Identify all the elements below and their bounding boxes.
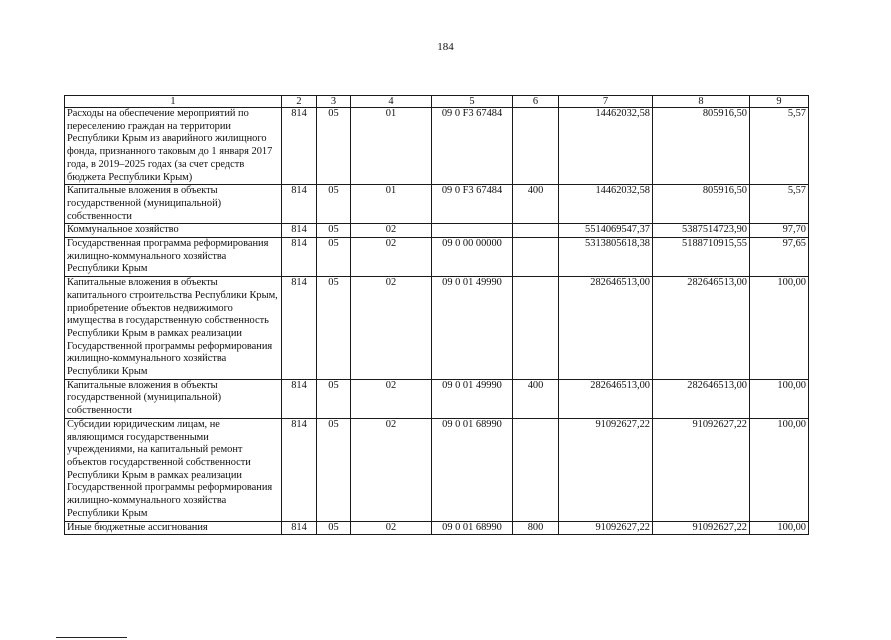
target-article-cell: 09 0 F3 67484 xyxy=(432,108,513,185)
table-row xyxy=(65,418,809,521)
ministry-code-cell: 814 xyxy=(282,224,317,238)
target-article-cell: 09 0 01 49990 xyxy=(432,277,513,380)
ministry-code-cell: 814 xyxy=(282,277,317,380)
executed-amount-cell: 91092627,22 xyxy=(653,418,750,521)
column-header: 9 xyxy=(750,96,809,108)
footnote-separator-line xyxy=(56,637,127,638)
subsection-code-cell: 02 xyxy=(351,379,432,418)
subsection-code-cell: 01 xyxy=(351,108,432,185)
approved-amount-cell: 5514069547,37 xyxy=(559,224,653,238)
table-row xyxy=(65,277,809,380)
executed-amount-cell: 5387514723,90 xyxy=(653,224,750,238)
expense-type-cell xyxy=(513,277,559,380)
table-row xyxy=(65,238,809,277)
section-code-cell: 05 xyxy=(317,185,351,224)
subsection-code-cell: 02 xyxy=(351,418,432,521)
expense-name-cell: Расходы на обеспечение мероприятий по переселению граждан на территории Республики Крым из аварийного жилищного фонда, признанного таковым до 1 января 2017 года, в 2019–2025 годах (за счет средств бюджета Республики Крым) xyxy=(65,108,282,185)
expense-type-cell xyxy=(513,418,559,521)
table-row xyxy=(65,379,809,418)
table-header-row xyxy=(65,96,809,108)
executed-amount-cell: 5188710915,55 xyxy=(653,238,750,277)
target-article-cell: 09 0 01 68990 xyxy=(432,418,513,521)
section-code-cell: 05 xyxy=(317,238,351,277)
target-article-cell: 09 0 01 49990 xyxy=(432,379,513,418)
page-number: 184 xyxy=(437,41,454,53)
column-header: 6 xyxy=(513,96,559,108)
table-row xyxy=(65,185,809,224)
execution-percent-cell: 5,57 xyxy=(750,108,809,185)
budget-execution-table xyxy=(64,95,809,535)
execution-percent-cell: 100,00 xyxy=(750,418,809,521)
approved-amount-cell: 14462032,58 xyxy=(559,108,653,185)
expense-name-cell: Капитальные вложения в объекты государственной (муниципальной) собственности xyxy=(65,379,282,418)
expense-name-cell: Коммунальное хозяйство xyxy=(65,224,282,238)
execution-percent-cell: 100,00 xyxy=(750,379,809,418)
expense-name-cell: Капитальные вложения в объекты капитального строительства Республики Крым, приобретение объектов недвижимого имущества в государственную собственность Республики Крым в рамках реализации Государственной программы реформирования жилищно-коммунального хозяйства Республики Крым xyxy=(65,277,282,380)
section-code-cell: 05 xyxy=(317,379,351,418)
column-header: 7 xyxy=(559,96,653,108)
section-code-cell: 05 xyxy=(317,108,351,185)
column-header: 2 xyxy=(282,96,317,108)
expense-type-cell: 400 xyxy=(513,379,559,418)
ministry-code-cell: 814 xyxy=(282,238,317,277)
executed-amount-cell: 805916,50 xyxy=(653,185,750,224)
ministry-code-cell: 814 xyxy=(282,521,317,535)
ministry-code-cell: 814 xyxy=(282,185,317,224)
approved-amount-cell: 91092627,22 xyxy=(559,418,653,521)
target-article-cell: 09 0 01 68990 xyxy=(432,521,513,535)
approved-amount-cell: 282646513,00 xyxy=(559,379,653,418)
ministry-code-cell: 814 xyxy=(282,418,317,521)
expense-name-cell: Капитальные вложения в объекты государственной (муниципальной) собственности xyxy=(65,185,282,224)
column-header: 8 xyxy=(653,96,750,108)
subsection-code-cell: 01 xyxy=(351,185,432,224)
executed-amount-cell: 282646513,00 xyxy=(653,379,750,418)
expense-name-cell: Иные бюджетные ассигнования xyxy=(65,521,282,535)
table-row xyxy=(65,521,809,535)
approved-amount-cell: 14462032,58 xyxy=(559,185,653,224)
execution-percent-cell: 100,00 xyxy=(750,277,809,380)
target-article-cell: 09 0 00 00000 xyxy=(432,238,513,277)
subsection-code-cell: 02 xyxy=(351,277,432,380)
target-article-cell: 09 0 F3 67484 xyxy=(432,185,513,224)
execution-percent-cell: 5,57 xyxy=(750,185,809,224)
section-code-cell: 05 xyxy=(317,521,351,535)
execution-percent-cell: 100,00 xyxy=(750,521,809,535)
table-row xyxy=(65,108,809,185)
approved-amount-cell: 282646513,00 xyxy=(559,277,653,380)
execution-percent-cell: 97,65 xyxy=(750,238,809,277)
expense-type-cell xyxy=(513,108,559,185)
executed-amount-cell: 282646513,00 xyxy=(653,277,750,380)
column-header: 5 xyxy=(432,96,513,108)
column-header: 3 xyxy=(317,96,351,108)
section-code-cell: 05 xyxy=(317,418,351,521)
section-code-cell: 05 xyxy=(317,224,351,238)
section-code-cell: 05 xyxy=(317,277,351,380)
subsection-code-cell: 02 xyxy=(351,224,432,238)
subsection-code-cell: 02 xyxy=(351,238,432,277)
target-article-cell xyxy=(432,224,513,238)
table-row xyxy=(65,224,809,238)
approved-amount-cell: 91092627,22 xyxy=(559,521,653,535)
executed-amount-cell: 91092627,22 xyxy=(653,521,750,535)
subsection-code-cell: 02 xyxy=(351,521,432,535)
executed-amount-cell: 805916,50 xyxy=(653,108,750,185)
expense-name-cell: Государственная программа реформирования жилищно-коммунального хозяйства Республики Крым xyxy=(65,238,282,277)
expense-type-cell: 400 xyxy=(513,185,559,224)
expense-type-cell xyxy=(513,224,559,238)
expense-type-cell xyxy=(513,238,559,277)
column-header: 1 xyxy=(65,96,282,108)
approved-amount-cell: 5313805618,38 xyxy=(559,238,653,277)
ministry-code-cell: 814 xyxy=(282,108,317,185)
execution-percent-cell: 97,70 xyxy=(750,224,809,238)
column-header: 4 xyxy=(351,96,432,108)
ministry-code-cell: 814 xyxy=(282,379,317,418)
expense-name-cell: Субсидии юридическим лицам, не являющимся государственными учреждениями, на капитальный ремонт объектов государственной собственности Республики Крым в рамках реализации Государственной программы реформирования жилищно-коммунального хозяйства Республики Крым xyxy=(65,418,282,521)
expense-type-cell: 800 xyxy=(513,521,559,535)
